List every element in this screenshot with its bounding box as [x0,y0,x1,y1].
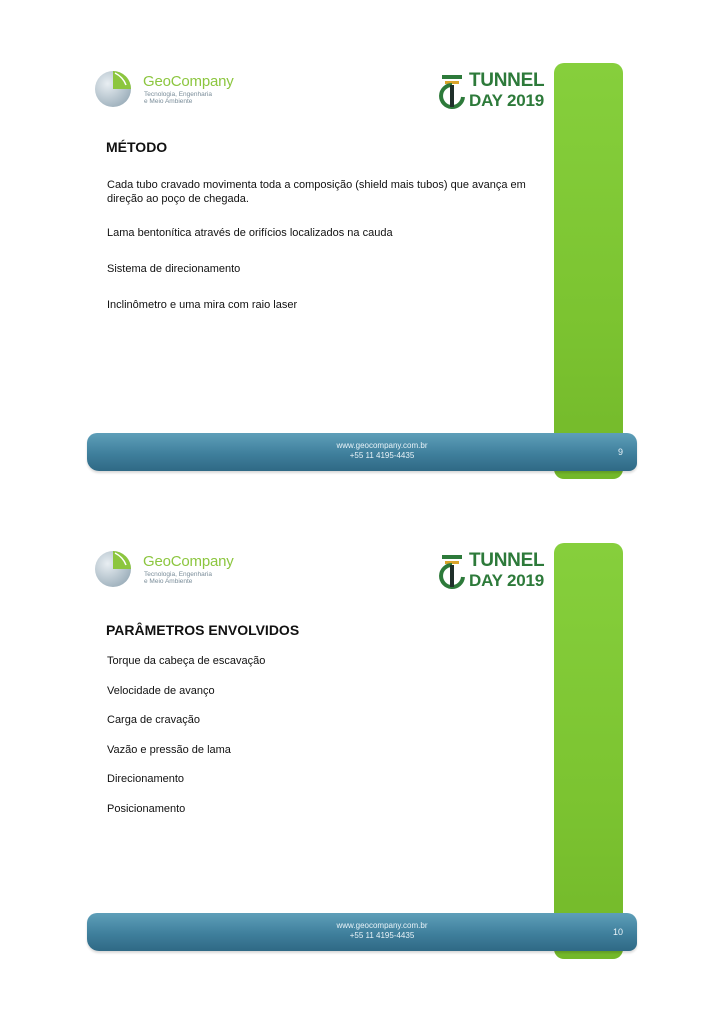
green-accent-bar [554,543,623,959]
geocompany-name: GeoCompany [143,553,234,570]
bullet-item: Carga de cravação [107,714,200,726]
bullet-list [107,178,537,334]
geocompany-logo [93,67,243,113]
geocompany-globe-icon [93,67,135,109]
tunnel-day-logo [439,71,549,115]
geocompany-tagline-line2: e Meio Ambiente [144,578,193,585]
geocompany-globe-icon [93,547,135,589]
geocompany-name: GeoCompany [143,73,234,90]
tunnel-mark-icon [439,71,469,111]
geocompany-tagline-line2: e Meio Ambiente [144,98,193,105]
bullet-item: Lama bentonítica através de orifícios localizados na cauda [107,227,393,239]
footer-phone: +55 11 4195-4435 [349,931,415,940]
tunnel-day-year: DAY 2019 [469,91,544,110]
tunnel-mark-icon [439,551,469,591]
green-accent-bar [554,63,623,479]
slide-title: PARÂMETROS ENVOLVIDOS [106,622,300,638]
bullet-item: Velocidade de avanço [107,684,215,697]
footer-website: www.geocompany.com.br [336,441,428,450]
footer-website: www.geocompany.com.br [336,921,428,930]
tunnel-day-year: DAY 2019 [469,571,544,590]
footer-phone: +55 11 4195-4435 [349,451,415,460]
tunnel-word: TUNNEL [469,70,545,91]
tunnel-day-logo [439,551,549,595]
bullet-item: Sistema de direcionamento [107,263,241,275]
bullet-list [107,654,537,831]
bullet-item: Posicionamento [107,802,186,815]
slide-9 [87,63,637,483]
slide-footer [87,913,637,951]
geocompany-tagline [144,571,244,585]
slide-10 [87,543,637,963]
bullet-item: Torque da cabeça de escavação [107,655,266,667]
geocompany-tagline-line1: Tecnologia, Engenharia [144,91,212,98]
geocompany-logo [93,547,243,593]
bullet-item: Vazão e pressão de lama [107,743,231,756]
page-number: 10 [612,927,623,937]
bullet-item: Inclinômetro e uma mira com raio laser [107,299,298,311]
geocompany-tagline-line1: Tecnologia, Engenharia [144,571,212,578]
bullet-item: Direcionamento [107,773,185,785]
tunnel-word: TUNNEL [469,550,545,571]
slide-title: MÉTODO [106,139,168,155]
bullet-item: Cada tubo cravado movimenta toda a composição (shield mais tubos) que avança em direção ao poço de chegada. [107,179,526,205]
slide-footer [87,433,637,471]
page-number: 9 [617,447,623,457]
geocompany-tagline [144,91,244,105]
